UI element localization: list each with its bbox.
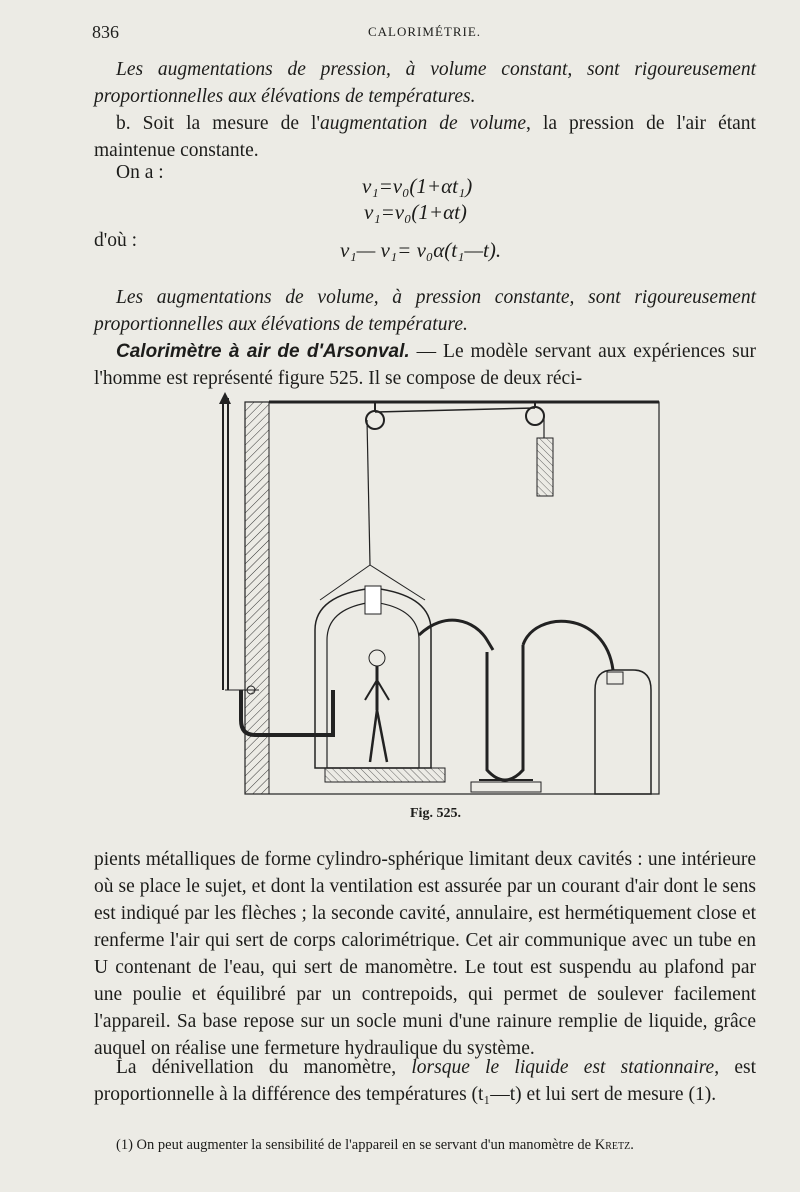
- formula-3: v₁— v₁= v₀α(t₁—t).: [340, 238, 502, 262]
- intro-paragraph: Les augmentations de pression, à volume constant, sont rigoureusement proportionnelles aux élévations de températures.: [94, 59, 756, 107]
- body-paragraph-2: [94, 1054, 756, 1108]
- footnote: [116, 1137, 776, 1154]
- running-head: CALORIMÉTRIE.: [368, 24, 482, 39]
- body-paragraph-1: pients métalliques de forme cylindro-sphérique limitant deux cavités : une intérieure où se place le sujet, et dont la ventilation est assurée par un courant d'air dont le sens est indiqué par les flèches ; la seconde cavité, annulaire, est hermétiquement close et renferme l'air qui sert de corps calorimétrique. Cet air communique avec un tube en U contenant de l'eau, qui sert de manomètre. Le tout est suspendu au plafond par une poulie et équilibré par un contrepoids, qui permet de soulever facilement l'appareil. Sa base repose sur un socle muni d'une rainure remplie de liquide, grâce auquel on réalise une fermeture hydraulique du système.: [94, 849, 756, 1059]
- footnote-name: Kretz: [594, 1137, 631, 1153]
- b-suffix: , la pression de l'air étant maintenue constante.: [94, 113, 756, 161]
- footnote-prefix: (1) On peut augmenter la sensibilité de l'appareil en se servant d'un manomètre de: [116, 1137, 595, 1153]
- calorimeter-diagram-icon: [215, 390, 665, 802]
- on-a-label: On a :: [116, 162, 164, 183]
- page-number: 836: [92, 22, 119, 42]
- conclusion-paragraph: Les augmentations de volume, à pression constante, sont rigoureusement proportionnelles aux élévations de température.: [94, 287, 756, 335]
- b-prefix: b. Soit la mesure de l': [116, 113, 320, 134]
- page-header: [92, 22, 752, 46]
- footnote-suffix: .: [630, 1137, 634, 1153]
- figure-caption: Fig. 525.: [410, 806, 461, 821]
- b-paragraph: [94, 110, 756, 164]
- calorimeter-title: Calorimètre à air de d'Arsonval.: [116, 341, 410, 362]
- dou-label: d'où :: [94, 230, 138, 251]
- b-italic: augmentation de volume: [319, 113, 527, 134]
- p2-suffix: , est proportionnelle à la différence des températures (t₁—t) et lui sert de mesure (1).: [94, 1057, 756, 1105]
- formula-2: v₁=v₀(1+αt): [364, 200, 467, 224]
- p2-italic: lorsque le liquide est stationnaire: [411, 1057, 715, 1078]
- p2-prefix: La dénivellation du manomètre,: [116, 1057, 412, 1078]
- calorimeter-paragraph: [94, 338, 756, 392]
- formula-1: v₁=v₀(1+αt₁): [362, 174, 473, 198]
- calorimeter-text: — Le modèle servant aux expériences sur l'homme est représenté figure 525. Il se compose de deux réci-: [94, 341, 756, 389]
